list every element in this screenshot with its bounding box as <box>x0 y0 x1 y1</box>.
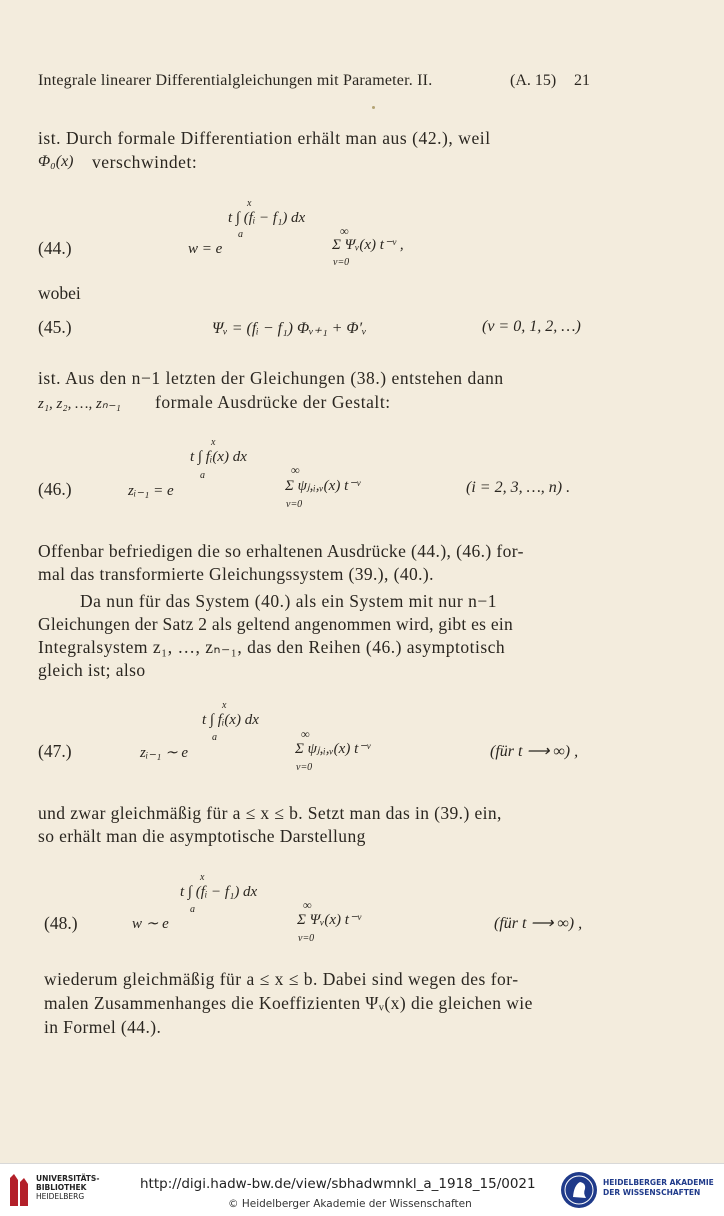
paragraph-line: Gleichungen der Satz 2 als geltend angenommen wird, gibt es ein <box>38 614 513 634</box>
sum-lower-limit: ν=0 <box>298 933 315 944</box>
paragraph-line: malen Zusammenhanges die Koeffizienten Ψᵥ(x) die gleichen wie <box>44 993 533 1013</box>
equation-number: (46.) <box>38 479 72 499</box>
academy-name: HEIDELBERGER AKADEMIE DER WISSENSCHAFTEN <box>603 1178 714 1197</box>
equation-lhs: w ∼ e <box>132 916 169 932</box>
equation-lhs: zᵢ₋₁ = e <box>128 483 174 499</box>
paragraph-line: formale Ausdrücke der Gestalt: <box>155 392 391 412</box>
equation-number: (48.) <box>44 913 78 933</box>
paragraph-line: verschwindet: <box>92 152 198 172</box>
copyright-notice: © Heidelberger Akademie der Wissenschaften <box>228 1198 472 1210</box>
integral-lower-limit: a <box>212 732 217 743</box>
integral-upper-limit: x <box>211 437 216 448</box>
paragraph-line: ist. Durch formale Differentiation erhält man aus (42.), weil <box>38 128 491 148</box>
paragraph-line: Da nun für das System (40.) als ein System mit nur n−1 <box>80 591 497 611</box>
equation-condition: (für t ⟶ ∞) , <box>494 915 583 932</box>
academy-seal-icon <box>560 1171 598 1209</box>
sum-term: Σ ψⱼ,ᵢ,ᵥ(x) t⁻ᵛ <box>295 741 371 757</box>
equation-lhs: w = e <box>188 241 223 257</box>
integral-upper-limit: x <box>247 198 252 209</box>
paragraph-line: Offenbar befriedigen die so erhaltenen Ausdrücke (44.), (46.) for- <box>38 541 524 561</box>
section-ref: (A. 15) <box>510 72 557 89</box>
sum-lower-limit: ν=0 <box>333 257 350 268</box>
z-list: z₁, z₂, …, zₙ₋₁ <box>38 396 121 412</box>
integral-lower-limit: a <box>200 470 205 481</box>
sum-lower-limit: ν=0 <box>286 499 303 510</box>
equation-condition: (ν = 0, 1, 2, …) <box>482 318 581 335</box>
exponent: t ∫ (fᵢ − f₁) dx <box>228 210 306 226</box>
sum-term: Σ ψⱼ,ᵢ,ᵥ(x) t⁻ᵛ <box>285 478 361 494</box>
sum-term: Σ Ψᵥ(x) t⁻ᵛ <box>297 912 362 928</box>
paragraph-line: mal das transformierte Gleichungssystem (39.), (40.). <box>38 564 434 584</box>
equation-condition: (i = 2, 3, …, n) . <box>466 479 571 496</box>
equation-number: (44.) <box>38 238 72 258</box>
equation-number: (45.) <box>38 317 72 337</box>
integral-upper-limit: x <box>200 872 205 883</box>
integral-upper-limit: x <box>222 700 227 711</box>
equation-formula: Ψᵥ = (fᵢ − f₁) Φᵥ₊₁ + Φ′ᵥ <box>212 320 367 337</box>
ink-speck <box>372 106 375 109</box>
exponent: t ∫ (fᵢ − f₁) dx <box>180 884 258 900</box>
integral-lower-limit: a <box>190 904 195 915</box>
exponent: t ∫ fᵢ(x) dx <box>190 449 247 465</box>
university-library-name: UNIVERSITÄTS- BIBLIOTHEK HEIDELBERG <box>36 1174 100 1201</box>
viewer-footer <box>0 1163 724 1216</box>
page-number: 21 <box>574 72 590 89</box>
paragraph-line: in Formel (44.). <box>44 1017 162 1037</box>
sum-upper-limit: ∞ <box>301 727 310 741</box>
exponent: t ∫ fᵢ(x) dx <box>202 712 259 728</box>
permalink-url[interactable]: http://digi.hadw-bw.de/view/sbhadwmnkl_a_1918_15/0021 <box>140 1176 536 1192</box>
equation-number: (47.) <box>38 741 72 761</box>
sum-upper-limit: ∞ <box>340 224 349 238</box>
equation-lhs: zᵢ₋₁ ∼ e <box>140 745 189 761</box>
phi0-symbol: Φ₀(x) <box>38 153 74 170</box>
integral-lower-limit: a <box>238 229 243 240</box>
sum-upper-limit: ∞ <box>303 898 312 912</box>
paragraph-line: gleich ist; also <box>38 660 146 680</box>
equation-condition: (für t ⟶ ∞) , <box>490 743 579 760</box>
running-title: Integrale linearer Differentialgleichungen mit Parameter. II. <box>38 72 433 89</box>
sum-upper-limit: ∞ <box>291 463 300 477</box>
sum-term: Σ Ψᵥ(x) t⁻ᵛ , <box>332 237 404 253</box>
paragraph-line: Integralsystem z₁, …, zₙ₋₁, das den Reihen (46.) asymptotisch <box>38 637 506 657</box>
paragraph-line: wobei <box>38 283 81 303</box>
paragraph-line: wiederum gleichmäßig für a ≤ x ≤ b. Dabei sind wegen des for- <box>44 969 519 989</box>
sum-lower-limit: ν=0 <box>296 762 313 773</box>
university-library-logo-icon <box>8 1172 32 1208</box>
paragraph-line: so erhält man die asymptotische Darstellung <box>38 826 366 846</box>
paragraph-line: und zwar gleichmäßig für a ≤ x ≤ b. Setzt man das in (39.) ein, <box>38 803 502 823</box>
paragraph-line: ist. Aus den n−1 letzten der Gleichungen (38.) entstehen dann <box>38 368 504 388</box>
